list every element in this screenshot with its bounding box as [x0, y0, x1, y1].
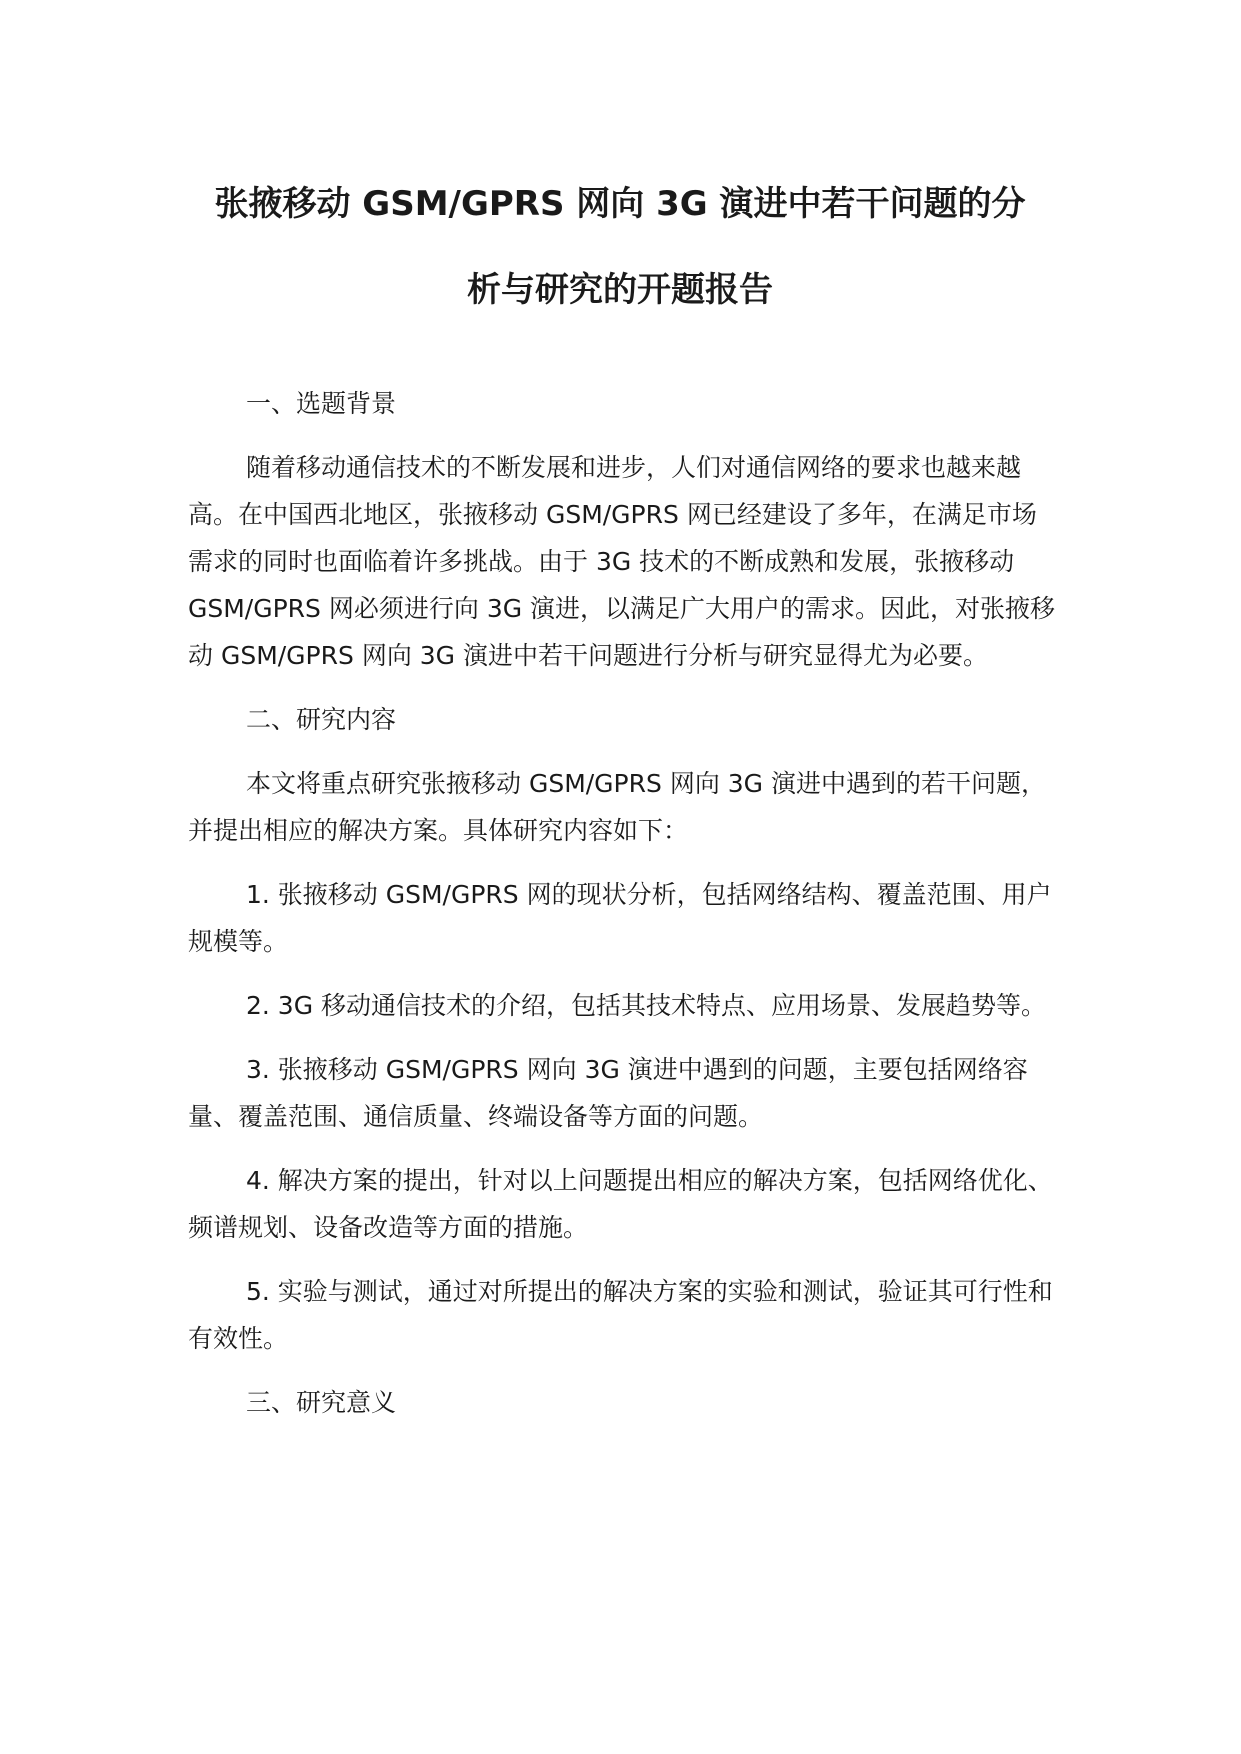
research-item-3: 3. 张掖移动 GSM/GPRS 网向 3G 演进中遇到的问题，主要包括网络容量、覆盖范围、通信质量、终端设备等方面的问题。: [188, 1055, 1028, 1131]
research-item-4: 4. 解决方案的提出，针对以上问题提出相应的解决方案，包括网络优化、频谱规划、设备改造等方面的措施。: [188, 1166, 1053, 1242]
section-heading-background: 一、选题背景: [246, 389, 397, 418]
research-item-1: 1. 张掖移动 GSM/GPRS 网的现状分析，包括网络结构、覆盖范围、用户规模等。: [188, 880, 1052, 956]
document-title-line-1: 张掖移动 GSM/GPRS 网向 3G 演进中若干问题的分: [214, 184, 1026, 224]
research-content-intro: 本文将重点研究张掖移动 GSM/GPRS 网向 3G 演进中遇到的若干问题，并提出相应的解决方案。具体研究内容如下：: [188, 769, 1046, 845]
document-title-line-2: 析与研究的开题报告: [467, 270, 773, 310]
research-item-2: 2. 3G 移动通信技术的介绍，包括其技术特点、应用场景、发展趋势等。: [246, 991, 1047, 1020]
section-heading-significance: 三、研究意义: [246, 1388, 397, 1417]
background-paragraph: 随着移动通信技术的不断发展和进步，人们对通信网络的要求也越来越高。在中国西北地区，张掖移动 GSM/GPRS 网已经建设了多年，在满足市场需求的同时也面临着许多挑战。由于 3G 技术的不断成熟和发展，张掖移动 GSM/GPRS 网必须进行向 3G 演进，以满足广大用户的需求。因此，对张掖移动 GSM/GPRS 网向 3G 演进中若干问题进行分析与研究显得尤为必要。: [188, 453, 1056, 670]
document-body: [188, 380, 1058, 1443]
section-heading-research-content: 二、研究内容: [246, 705, 397, 734]
research-item-5: 5. 实验与测试，通过对所提出的解决方案的实验和测试，验证其可行性和有效性。: [188, 1277, 1053, 1353]
